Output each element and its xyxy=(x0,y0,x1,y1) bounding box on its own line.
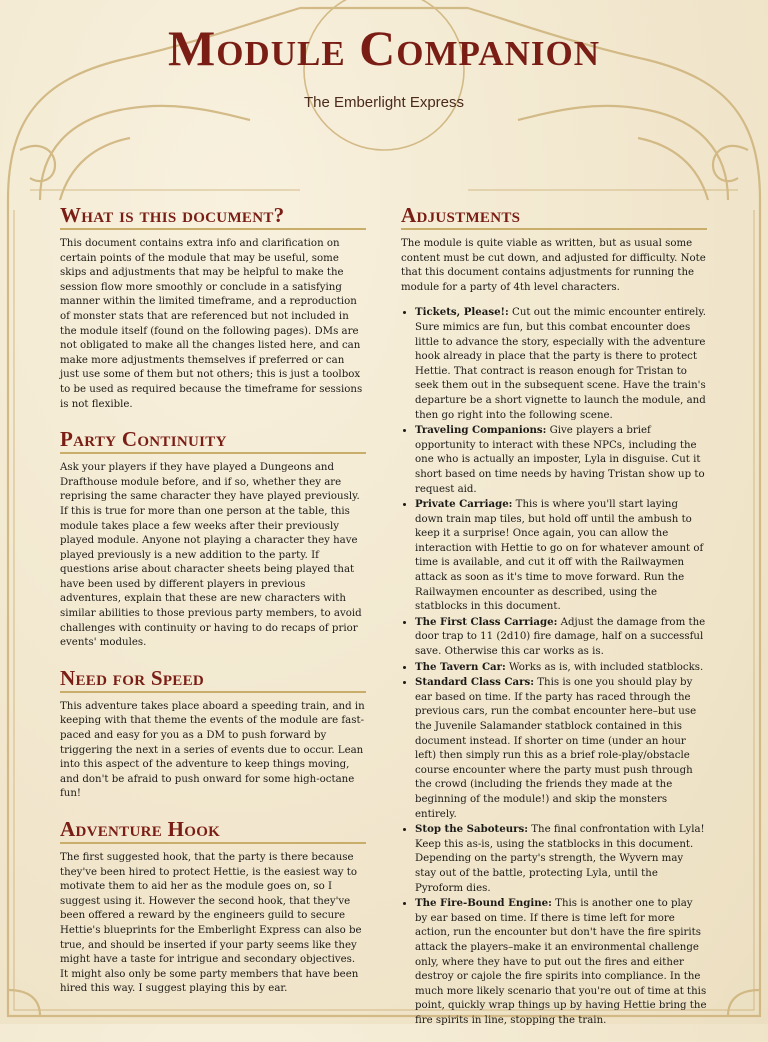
list-item-label: Traveling Companions: xyxy=(415,424,547,437)
list-item-text: This is where you'll start laying down train map tiles, but hold off until the ambush to keep it a surprise! Once again, you can allow the interaction with Hettie to go on for whatever amount of time is available, and cut it off with the Railwaymen attack as soon as it's time to move forward. Run the Railwaymen encounter as described, using the statblocks in this document. xyxy=(415,499,704,613)
list-item xyxy=(415,305,707,423)
list-item-text: This is another one to play by ear based on time. If there is time left for more action, run the encounter but don't have the fire spirits attack the players–make it an environmental challenge only, where they have to put out the fires and either destroy or cajole the fire spirits into compliance. In the much more likely scenario that you're out of time at this point, quickly wrap things up by having Hettie bring the fire spirits in line, stopping the train. xyxy=(415,898,707,1026)
section-need-for-speed xyxy=(60,665,366,802)
section-adjustments xyxy=(401,202,707,1028)
section-paragraph: The first suggested hook, that the party is there because they've been hired to protect Hettie, is the easiest way to motivate them to aid her as the module goes on, so I suggest using it. However the second hook, that they've been offered a reward by the engineers guild to secure Hettie's blueprints for the Emberlight Express can also be true, and should be inserted if your party seems like they might have a taste for intrigue and secondary objectives. It might also only be some party members that have been hired this way. I suggest playing this by ear. xyxy=(60,852,362,995)
section-heading: Party Continuity xyxy=(60,426,366,454)
section-paragraph: Ask your players if they have played a Dungeons and Drafthouse module before, and if so, whether they are reprising the same character they have played previously. If this is true for more than one person at the table, this module takes place a few weeks after their previously played module. Anyone not playing a character they have played previously is a new addition to the party. If questions arise about character sheets being played that have been used by different players in previous adventures, explain that these are new characters with similar abilities to those previous party members, to avoid challenges with continuity or having to do recaps of prior events' modules. xyxy=(60,462,362,649)
page-title: Module Companion xyxy=(168,20,600,76)
list-item-text: Give players a brief opportunity to interact with these NPCs, including the one who is actually an imposter, Lyla in disguise. Cut it short based on time needs by having Tristan show up to request aid. xyxy=(415,425,705,495)
section-heading: Need for Speed xyxy=(60,665,366,693)
list-item-label: Private Carriage: xyxy=(415,498,513,511)
list-item xyxy=(415,615,707,660)
list-item xyxy=(415,675,707,822)
left-column xyxy=(60,202,366,1011)
list-item-text: The final confrontation with Lyla! Keep this as-is, using the statblocks in this document. Depending on the party's strength, the Wyvern may stay out of the battle, protecting Lyla, until the Pyroform dies. xyxy=(415,824,705,894)
list-item xyxy=(415,660,707,676)
list-item xyxy=(415,896,707,1028)
section-adventure-hook xyxy=(60,816,366,997)
list-item-text: This is one you should play by ear based on time. If the party has raced through the previous cars, run the combat encounter here–but use the Juvenile Salamander statblock contained in this document instead. If shorter on time (under an hour left) then simply run this as a brief role-play/obstacle course encounter where the party must push through the crowd (including the friends they made at the beginning of the module!) and skip the monsters entirely. xyxy=(415,677,697,820)
list-item xyxy=(415,423,707,497)
list-item-text: Works as is, with included statblocks. xyxy=(505,661,704,673)
list-item-text: Adjust the damage from the door trap to 11 (2d10) fire damage, half on a successful save. Otherwise this car works as is. xyxy=(415,616,706,658)
section-heading: Adjustments xyxy=(401,202,707,230)
list-item-label: The First Class Carriage: xyxy=(415,615,558,628)
section-paragraph: The module is quite viable as written, but as usual some content must be cut down, and adjusted for difficulty. Note that this document contains adjustments for running the module for a party of 4th level characters. xyxy=(401,238,706,293)
list-item-label: Stop the Saboteurs: xyxy=(415,823,529,836)
list-item-label: Standard Class Cars: xyxy=(415,676,535,689)
section-party-continuity xyxy=(60,426,366,651)
list-item-label: The Tavern Car: xyxy=(415,660,506,673)
list-item xyxy=(415,822,707,896)
right-column xyxy=(401,202,707,1042)
list-item xyxy=(415,497,707,615)
section-heading: What is this document? xyxy=(60,202,366,230)
section-what-is-this xyxy=(60,202,366,412)
page-subtitle: The Emberlight Express xyxy=(303,94,465,111)
list-item-text: Cut out the mimic encounter entirely. Sure mimics are fun, but this combat encounter does little to advance the story, especially with the adventure hook already in place that the party is there to protect Hettie. That contract is reason enough for Tristan to seek them out in the subsequent scene. Have the train's departure be a short vignette to launch the module, and then go right into the following scene. xyxy=(415,307,706,421)
section-paragraph: This document contains extra info and clarification on certain points of the module that may be useful, some skips and adjustments that may be helpful to make the session flow more smoothly or conclude in a satisfying manner within the limited timeframe, and a reproduction of monster stats that are referenced but not included in the module itself (found on the following pages). DMs are not obligated to make all the changes listed here, and can make more adjustments themselves if preferred or can just use some of them but not others; this is just a toolbox to be used as required because the timeframe for sessions is not flexible. xyxy=(60,238,363,410)
section-heading: Adventure Hook xyxy=(60,816,366,844)
section-paragraph: This adventure takes place aboard a speeding train, and in keeping with that theme the events of the module are fast-paced and easy for you as a DM to push forward by triggering the next in a series of events due to occur. Lean into this aspect of the adventure to keep things moving, and don't be afraid to push onward for some high-octane fun! xyxy=(60,700,365,800)
adjustments-list xyxy=(401,305,707,1028)
list-item-label: Tickets, Please!: xyxy=(415,306,509,319)
list-item-label: The Fire-Bound Engine: xyxy=(415,897,552,910)
